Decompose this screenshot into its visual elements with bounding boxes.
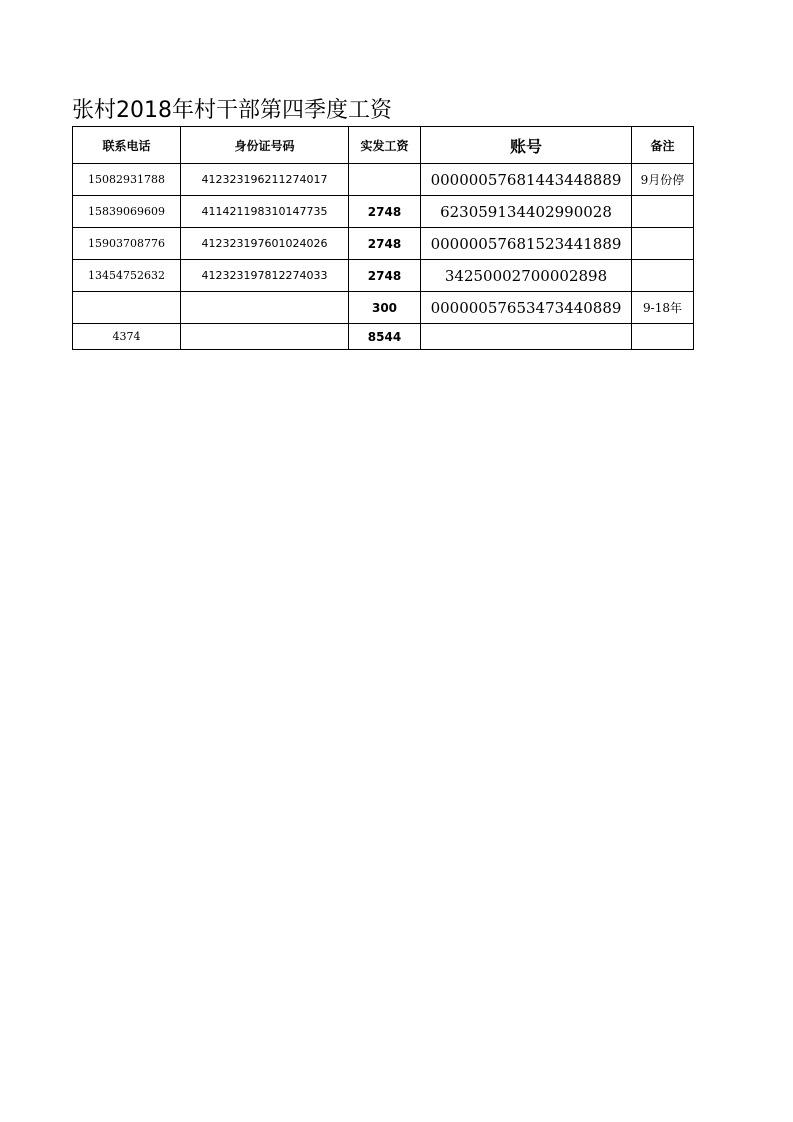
table-row (73, 164, 694, 196)
pay-cell (349, 164, 421, 196)
total-pay-cell: 8544 (349, 324, 421, 350)
header-note: 备注 (632, 127, 694, 164)
phone-cell: 15903708776 (73, 228, 181, 260)
phone-cell: 15082931788 (73, 164, 181, 196)
account-cell: 623059134402990028 (421, 196, 632, 228)
note-cell: 9月份停 (632, 164, 694, 196)
header-phone: 联系电话 (73, 127, 181, 164)
header-id-number: 身份证号码 (181, 127, 349, 164)
header-account: 账号 (421, 127, 632, 164)
salary-table (72, 126, 694, 350)
total-phone-cell: 4374 (73, 324, 181, 350)
pay-cell: 2748 (349, 260, 421, 292)
pay-cell: 2748 (349, 228, 421, 260)
account-cell: 00000057653473440889 (421, 292, 632, 324)
phone-cell: 13454752632 (73, 260, 181, 292)
note-cell: 9-18年 (632, 292, 694, 324)
table-row (73, 260, 694, 292)
total-row (73, 324, 694, 350)
pay-cell: 300 (349, 292, 421, 324)
total-note-cell (632, 324, 694, 350)
id-number-cell: 412323197601024026 (181, 228, 349, 260)
total-account-cell (421, 324, 632, 350)
table-row (73, 228, 694, 260)
note-cell (632, 228, 694, 260)
account-cell: 34250002700002898 (421, 260, 632, 292)
table-row (73, 292, 694, 324)
pay-cell: 2748 (349, 196, 421, 228)
phone-cell: 15839069609 (73, 196, 181, 228)
id-number-cell (181, 292, 349, 324)
account-cell: 00000057681443448889 (421, 164, 632, 196)
sheet-title: 张村2018年村干部第四季度工资 (72, 98, 392, 123)
account-cell: 00000057681523441889 (421, 228, 632, 260)
phone-cell (73, 292, 181, 324)
id-number-cell: 412323197812274033 (181, 260, 349, 292)
total-id-number-cell (181, 324, 349, 350)
note-cell (632, 260, 694, 292)
id-number-cell: 412323196211274017 (181, 164, 349, 196)
note-cell (632, 196, 694, 228)
table-row (73, 196, 694, 228)
id-number-cell: 411421198310147735 (181, 196, 349, 228)
header-pay: 实发工资 (349, 127, 421, 164)
header-row (73, 127, 694, 164)
